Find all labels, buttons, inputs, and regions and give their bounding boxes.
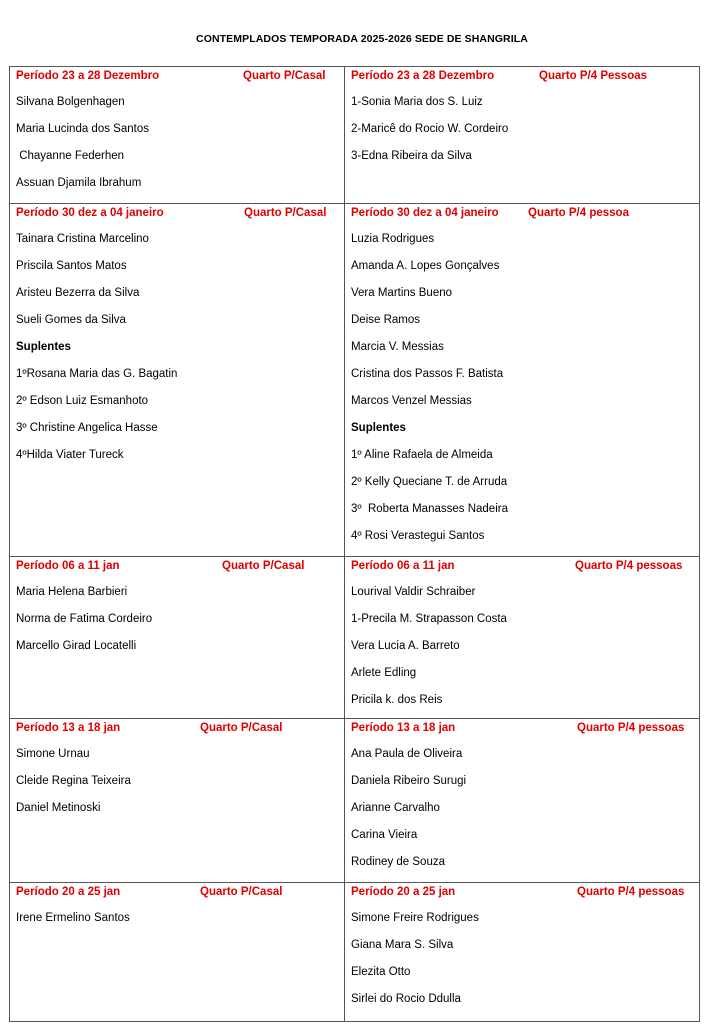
period-label: Período 30 dez a 04 janeiro — [351, 207, 499, 219]
period-label: Período 30 dez a 04 janeiro — [16, 207, 164, 219]
contemplado-name: Chayanne Federhen — [16, 150, 125, 162]
contemplado-name: Silvana Bolgenhagen — [16, 96, 125, 108]
contemplado-name: Tainara Cristina Marcelino — [16, 233, 149, 245]
contemplado-name: Elezita Otto — [351, 966, 411, 978]
page-title: CONTEMPLADOS TEMPORADA 2025-2026 SEDE DE SHANGRILA — [196, 33, 528, 45]
period-header — [345, 557, 699, 579]
contemplado-name: 4º Rosi Verastegui Santos — [351, 530, 485, 542]
contemplado-name: Arlete Edling — [351, 667, 417, 679]
period-label: Período 13 a 18 jan — [351, 722, 456, 734]
contemplado-name: Deise Ramos — [351, 314, 421, 326]
contemplado-name: Simone Urnau — [16, 748, 90, 760]
contemplado-name: Marcello Girad Locatelli — [16, 640, 137, 652]
contemplado-name: 4ºHilda Viater Tureck — [16, 449, 124, 461]
contemplado-name: Marcia V. Messias — [351, 341, 444, 353]
contemplado-name: Cristina dos Passos F. Batista — [351, 368, 504, 380]
contemplado-name: 1-Sonia Maria dos S. Luiz — [351, 96, 483, 108]
contemplado-name: Maria Helena Barbieri — [16, 586, 128, 598]
contemplado-name: Cleide Regina Teixeira — [16, 775, 131, 787]
contemplado-name: Ana Paula de Oliveira — [351, 748, 463, 760]
room-type-label: Quarto P/Casal — [200, 722, 283, 734]
contemplado-name: Vera Lucia A. Barreto — [351, 640, 460, 652]
casal-room-cell — [10, 204, 345, 557]
room-type-label: Quarto P/4 pessoas — [577, 886, 685, 898]
period-label: Período 13 a 18 jan — [16, 722, 121, 734]
period-header — [10, 204, 344, 226]
room-type-label: Quarto P/4 Pessoas — [539, 70, 648, 82]
period-header — [10, 557, 344, 579]
suplentes-heading: Suplentes — [16, 341, 71, 353]
contemplado-name: Sueli Gomes da Silva — [16, 314, 126, 326]
contemplado-name: Luzia Rodrigues — [351, 233, 435, 245]
period-row — [10, 719, 700, 883]
contemplado-name: Norma de Fatima Cordeiro — [16, 613, 153, 625]
contemplado-name: Carina Vieira — [351, 829, 418, 841]
four-person-room-cell — [345, 719, 700, 883]
contemplado-name: Daniel Metinoski — [16, 802, 101, 814]
room-type-label: Quarto P/Casal — [243, 70, 326, 82]
contemplado-name: Maria Lucinda dos Santos — [16, 123, 149, 135]
contemplado-name: Aristeu Bezerra da Silva — [16, 287, 140, 299]
contemplado-name: Vera Martins Bueno — [351, 287, 453, 299]
four-person-room-cell — [345, 67, 700, 204]
contemplado-name: 3-Edna Ribeira da Silva — [351, 150, 472, 162]
contemplado-name: Marcos Venzel Messias — [351, 395, 472, 407]
period-label: Período 20 a 25 jan — [16, 886, 121, 898]
room-type-label: Quarto P/4 pessoa — [528, 207, 629, 219]
period-header — [345, 67, 699, 89]
contemplado-name: Simone Freire Rodrigues — [351, 912, 479, 924]
period-header — [10, 883, 344, 905]
contemplado-name: 2-Maricê do Rocio W. Cordeiro — [351, 123, 509, 135]
period-label: Período 06 a 11 jan — [351, 560, 455, 572]
casal-room-cell — [10, 883, 345, 1022]
contemplado-name: Assuan Djamila Ibrahum — [16, 177, 142, 189]
period-label: Período 23 a 28 Dezembro — [16, 70, 160, 82]
casal-room-cell — [10, 67, 345, 204]
casal-room-cell — [10, 557, 345, 719]
room-type-label: Quarto P/Casal — [200, 886, 283, 898]
room-type-label: Quarto P/4 pessoas — [577, 722, 685, 734]
contemplado-name: Amanda A. Lopes Gonçalves — [351, 260, 500, 272]
contemplado-name: 3º Christine Angelica Hasse — [16, 422, 158, 434]
contemplado-name: 1ºRosana Maria das G. Bagatin — [16, 368, 178, 380]
contemplado-name: 1º Aline Rafaela de Almeida — [351, 449, 493, 461]
contemplado-name: 1-Precila M. Strapasson Costa — [351, 613, 507, 625]
contemplados-table — [9, 66, 700, 1022]
period-label: Período 20 a 25 jan — [351, 886, 456, 898]
four-person-room-cell — [345, 883, 700, 1022]
four-person-room-cell — [345, 557, 700, 719]
room-type-label: Quarto P/4 pessoas — [575, 560, 683, 572]
contemplado-name: Rodiney de Souza — [351, 856, 445, 868]
period-header — [345, 883, 699, 905]
contemplado-name: Lourival Valdir Schraiber — [351, 586, 476, 598]
period-row — [10, 557, 700, 719]
period-header — [345, 719, 699, 741]
period-header — [10, 719, 344, 741]
room-type-label: Quarto P/Casal — [244, 207, 327, 219]
contemplado-name: Daniela Ribeiro Surugi — [351, 775, 467, 787]
suplentes-heading: Suplentes — [351, 422, 406, 434]
period-label: Período 23 a 28 Dezembro — [351, 70, 495, 82]
contemplado-name: Irene Ermelino Santos — [16, 912, 130, 924]
period-row — [10, 883, 700, 1022]
contemplado-name: 3º Roberta Manasses Nadeira — [351, 503, 508, 515]
period-header — [10, 67, 344, 89]
contemplado-name: Priscila Santos Matos — [16, 260, 127, 272]
period-label: Período 06 a 11 jan — [16, 560, 120, 572]
casal-room-cell — [10, 719, 345, 883]
period-row — [10, 204, 700, 557]
room-type-label: Quarto P/Casal — [222, 560, 305, 572]
contemplado-name: Giana Mara S. Silva — [351, 939, 454, 951]
contemplado-name: Sirlei do Rocio Ddulla — [351, 993, 461, 1005]
contemplado-name: 2º Kelly Queciane T. de Arruda — [351, 476, 508, 488]
four-person-room-cell — [345, 204, 700, 557]
contemplado-name: 2º Edson Luiz Esmanhoto — [16, 395, 149, 407]
contemplado-name: Arianne Carvalho — [351, 802, 440, 814]
period-row — [10, 67, 700, 204]
period-header — [345, 204, 699, 226]
contemplado-name: Pricila k. dos Reis — [351, 694, 443, 706]
